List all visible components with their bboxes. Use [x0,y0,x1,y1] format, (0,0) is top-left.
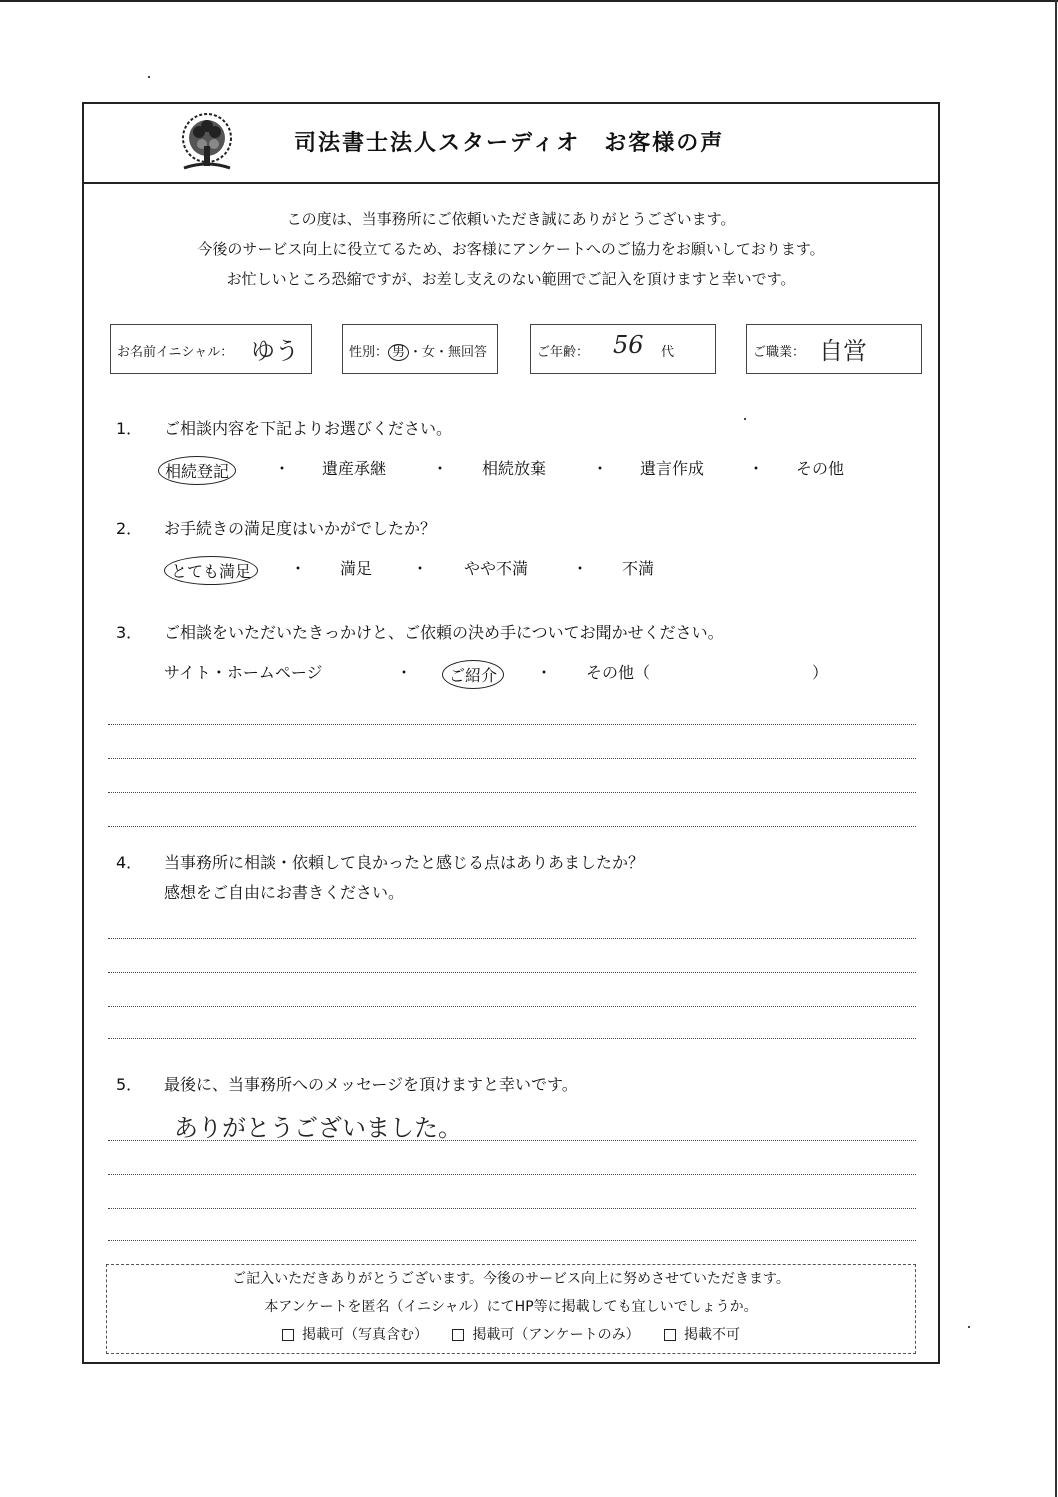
q2-option-satisfied[interactable]: 満足 [340,559,373,578]
q3-answer-line-4[interactable] [108,826,916,827]
q3-option-other-close: ） [812,663,829,682]
separator: ・ [432,459,449,478]
separator: ・ [396,663,413,682]
age-label: ご年齢： [537,345,590,360]
gender-options [349,341,487,360]
q5-answer-line-1[interactable] [108,1140,916,1141]
form-title: 司法書士法人スターディオ お客様の声 [294,131,725,156]
q3-answer-line-3[interactable] [108,792,916,793]
separator: ・ [572,559,589,578]
q5-number: 5． [116,1075,143,1094]
q3-option-other-open[interactable]: その他（ [586,663,651,682]
separator: ・ [274,459,291,478]
intro-line-2: 今後のサービス向上に役立てるため、お客様にアンケートへのご協力をお願いしております。 [197,240,825,258]
scan-speck [148,76,150,78]
q1-number: 1． [116,419,143,438]
separator: ・ [748,459,765,478]
q2-text: お手続きの満足度はいかがでしたか？ [164,519,437,538]
q3-option-website[interactable]: サイト・ホームページ [164,663,323,682]
q1-option-inheritance-registration[interactable]: 相続登記 [158,456,236,485]
q5-answer-line-4[interactable] [108,1240,916,1241]
q4-answer-line-4[interactable] [108,1038,916,1039]
consent-choice-label: 掲載可（アンケートのみ） [472,1327,640,1343]
q1-option-renunciation[interactable]: 相続放棄 [482,459,547,478]
q5-answer-handwritten: ありがとうございました。 [174,1114,462,1142]
gender-label: 性別： [349,345,389,360]
tree-logo-icon [174,110,240,176]
q5-text: 最後に、当事務所へのメッセージを頂けますと幸いです。 [164,1075,578,1094]
age-field[interactable] [530,324,716,374]
occupation-value: 自営 [819,337,867,365]
consent-choice-with-photo[interactable] [282,1327,428,1343]
q4-answer-line-1[interactable] [108,938,916,939]
separator: ・ [290,559,307,578]
q3-number: 3． [116,623,143,642]
form-header [84,104,938,184]
checkbox-icon[interactable] [282,1329,294,1341]
checkbox-icon[interactable] [452,1329,464,1341]
q1-text: ご相談内容を下記よりお選びください。 [164,419,453,438]
age-suffix: 代 [661,345,675,360]
intro-line-1: この度は、当事務所にご依頼いただき誠にありがとうございます。 [286,210,736,228]
name-initial-field[interactable] [110,324,312,374]
q4-number: 4． [116,853,143,872]
separator: ・ [536,663,553,682]
consent-choice-label: 掲載不可 [684,1327,741,1343]
consent-choice-not-allowed[interactable] [664,1327,740,1343]
scan-right-edge [1055,0,1057,1497]
consent-choice-label: 掲載可（写真含む） [301,1327,428,1343]
gender-male-selected[interactable]: 男 [388,344,409,361]
gender-field[interactable] [342,324,498,374]
scan-speck [744,418,746,420]
intro-text [84,204,938,294]
q2-option-very-satisfied[interactable]: とても満足 [164,556,258,585]
footer-consent-question: 本アンケートを匿名（イニシャル）にてHP等に掲載しても宜しいでしょうか。 [264,1299,758,1315]
consent-choices [107,1321,915,1349]
q5-answer-line-3[interactable] [108,1208,916,1209]
occupation-field[interactable] [746,324,922,374]
occupation-label: ご職業： [753,345,806,360]
gender-other-options: ・女・無回答 [409,345,488,360]
intro-line-3: お忙しいところ恐縮ですが、お差し支えのない範囲でご記入を頂けますと幸いです。 [226,270,796,288]
age-value: 56 [613,331,644,359]
q1-option-will-creation[interactable]: 遺言作成 [640,459,705,478]
survey-form [82,102,940,1364]
scan-speck [968,1326,970,1328]
q4-answer-line-2[interactable] [108,972,916,973]
q4-text-2: 感想をご自由にお書きください。 [164,883,405,902]
q1-option-estate-succession[interactable]: 遺産承継 [322,459,387,478]
q3-option-referral[interactable]: ご紹介 [442,660,504,689]
q2-option-somewhat-dissatisfied[interactable]: やや不満 [464,559,529,578]
q2-option-dissatisfied[interactable]: 不満 [622,559,655,578]
separator: ・ [592,459,609,478]
scan-top-edge [0,0,1058,2]
q4-text: 当事務所に相談・依頼して良かったと感じる点はありあましたか？ [164,853,645,872]
consent-choice-survey-only[interactable] [452,1327,639,1343]
name-initial-value: ゆう [251,337,299,365]
q1-option-other[interactable]: その他 [796,459,845,478]
separator: ・ [412,559,429,578]
name-initial-label: お名前イニシャル： [117,345,234,360]
q4-answer-line-3[interactable] [108,1006,916,1007]
q3-answer-line-1[interactable] [108,724,916,725]
consent-box [106,1264,916,1354]
q3-text: ご相談をいただいたきっかけと、ご依頼の決め手についてお聞かせください。 [164,623,724,642]
q5-answer-line-2[interactable] [108,1174,916,1175]
q2-number: 2． [116,519,143,538]
checkbox-icon[interactable] [664,1329,676,1341]
footer-thanks: ご記入いただきありがとうございます。今後のサービス向上に努めさせていただきます。 [232,1271,790,1287]
q3-answer-line-2[interactable] [108,758,916,759]
